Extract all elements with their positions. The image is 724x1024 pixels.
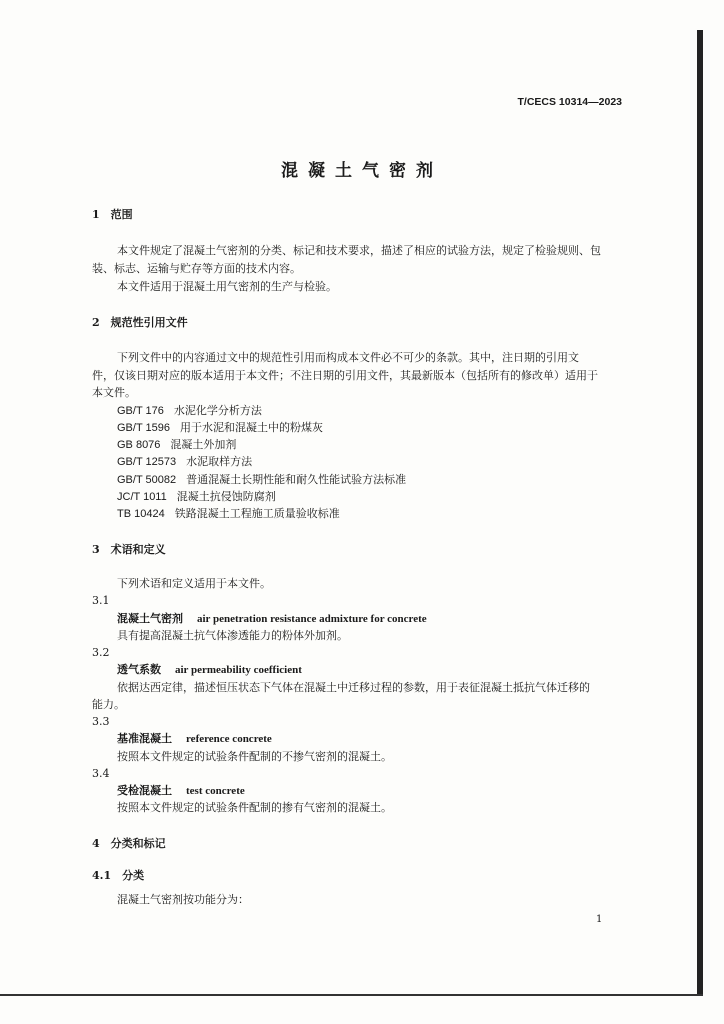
section-3-heading: 3 术语和定义: [92, 543, 166, 556]
term-definition: 具有提高混凝土抗气体渗透能力的粉体外加剂。: [117, 629, 348, 642]
paragraph-line: 本文件。: [92, 386, 136, 399]
document-title: 混凝土气密剂: [281, 161, 443, 181]
paragraph-line: 装、标志、运输与贮存等方面的技术内容。: [92, 262, 301, 275]
term-title: 基准混凝土 reference concrete: [117, 732, 272, 745]
section-4-1-heading: 4.1 分类: [92, 869, 145, 882]
term-title: 受检混凝土 test concrete: [117, 784, 245, 797]
term-title: 透气系数 air permeability coefficient: [117, 663, 302, 676]
reference-item: GB 8076 混凝土外加剂: [117, 438, 237, 451]
term-number: 3.1: [92, 594, 110, 607]
term-definition: 按照本文件规定的试验条件配制的掺有气密剂的混凝土。: [117, 801, 392, 814]
term-definition: 依据达西定律，描述恒压状态下气体在混凝土中迁移过程的参数，用于表征混凝土抵抗气体迁移的: [117, 681, 590, 694]
reference-item: TB 10424 铁路混凝土工程施工质量验收标准: [117, 507, 340, 520]
paragraph-line: 下列术语和定义适用于本文件。: [117, 577, 271, 590]
standard-code: T/CECS 10314—2023: [517, 96, 622, 108]
reference-item: GB/T 1596 用于水泥和混凝土中的粉煤灰: [117, 421, 323, 434]
term-definition: 能力。: [92, 698, 125, 711]
term-definition: 按照本文件规定的试验条件配制的不掺气密剂的混凝土。: [117, 750, 392, 763]
paragraph-line: 下列文件中的内容通过文中的规范性引用而构成本文件必不可少的条款。其中，注日期的引用文: [117, 351, 579, 364]
paragraph-line: 本文件适用于混凝土用气密剂的生产与检验。: [117, 280, 337, 293]
term-number: 3.4: [92, 767, 110, 780]
term-number: 3.3: [92, 715, 110, 728]
section-4-heading: 4 分类和标记: [92, 837, 166, 850]
reference-item: JC/T 1011 混凝土抗侵蚀防腐剂: [117, 490, 276, 503]
term-title: 混凝土气密剂 air penetration resistance admixture for concrete: [117, 612, 427, 625]
reference-item: GB/T 50082 普通混凝土长期性能和耐久性能试验方法标准: [117, 473, 407, 486]
paragraph-line: 本文件规定了混凝土气密剂的分类、标记和技术要求，描述了相应的试验方法，规定了检验规则、包: [117, 244, 601, 257]
section-2-heading: 2 规范性引用文件: [92, 316, 188, 329]
section-1-heading: 1 范围: [92, 208, 133, 221]
reference-item: GB/T 176 水泥化学分析方法: [117, 404, 262, 417]
reference-item: GB/T 12573 水泥取样方法: [117, 455, 253, 468]
bottom-rule: [0, 994, 703, 996]
page-number: 1: [596, 914, 603, 925]
paragraph-line: 混凝土气密剂按功能分为：: [117, 893, 249, 906]
term-number: 3.2: [92, 646, 110, 659]
paragraph-line: 件，仅该日期对应的版本适用于本文件；不注日期的引用文件，其最新版本（包括所有的修改单）适用于: [92, 369, 598, 382]
